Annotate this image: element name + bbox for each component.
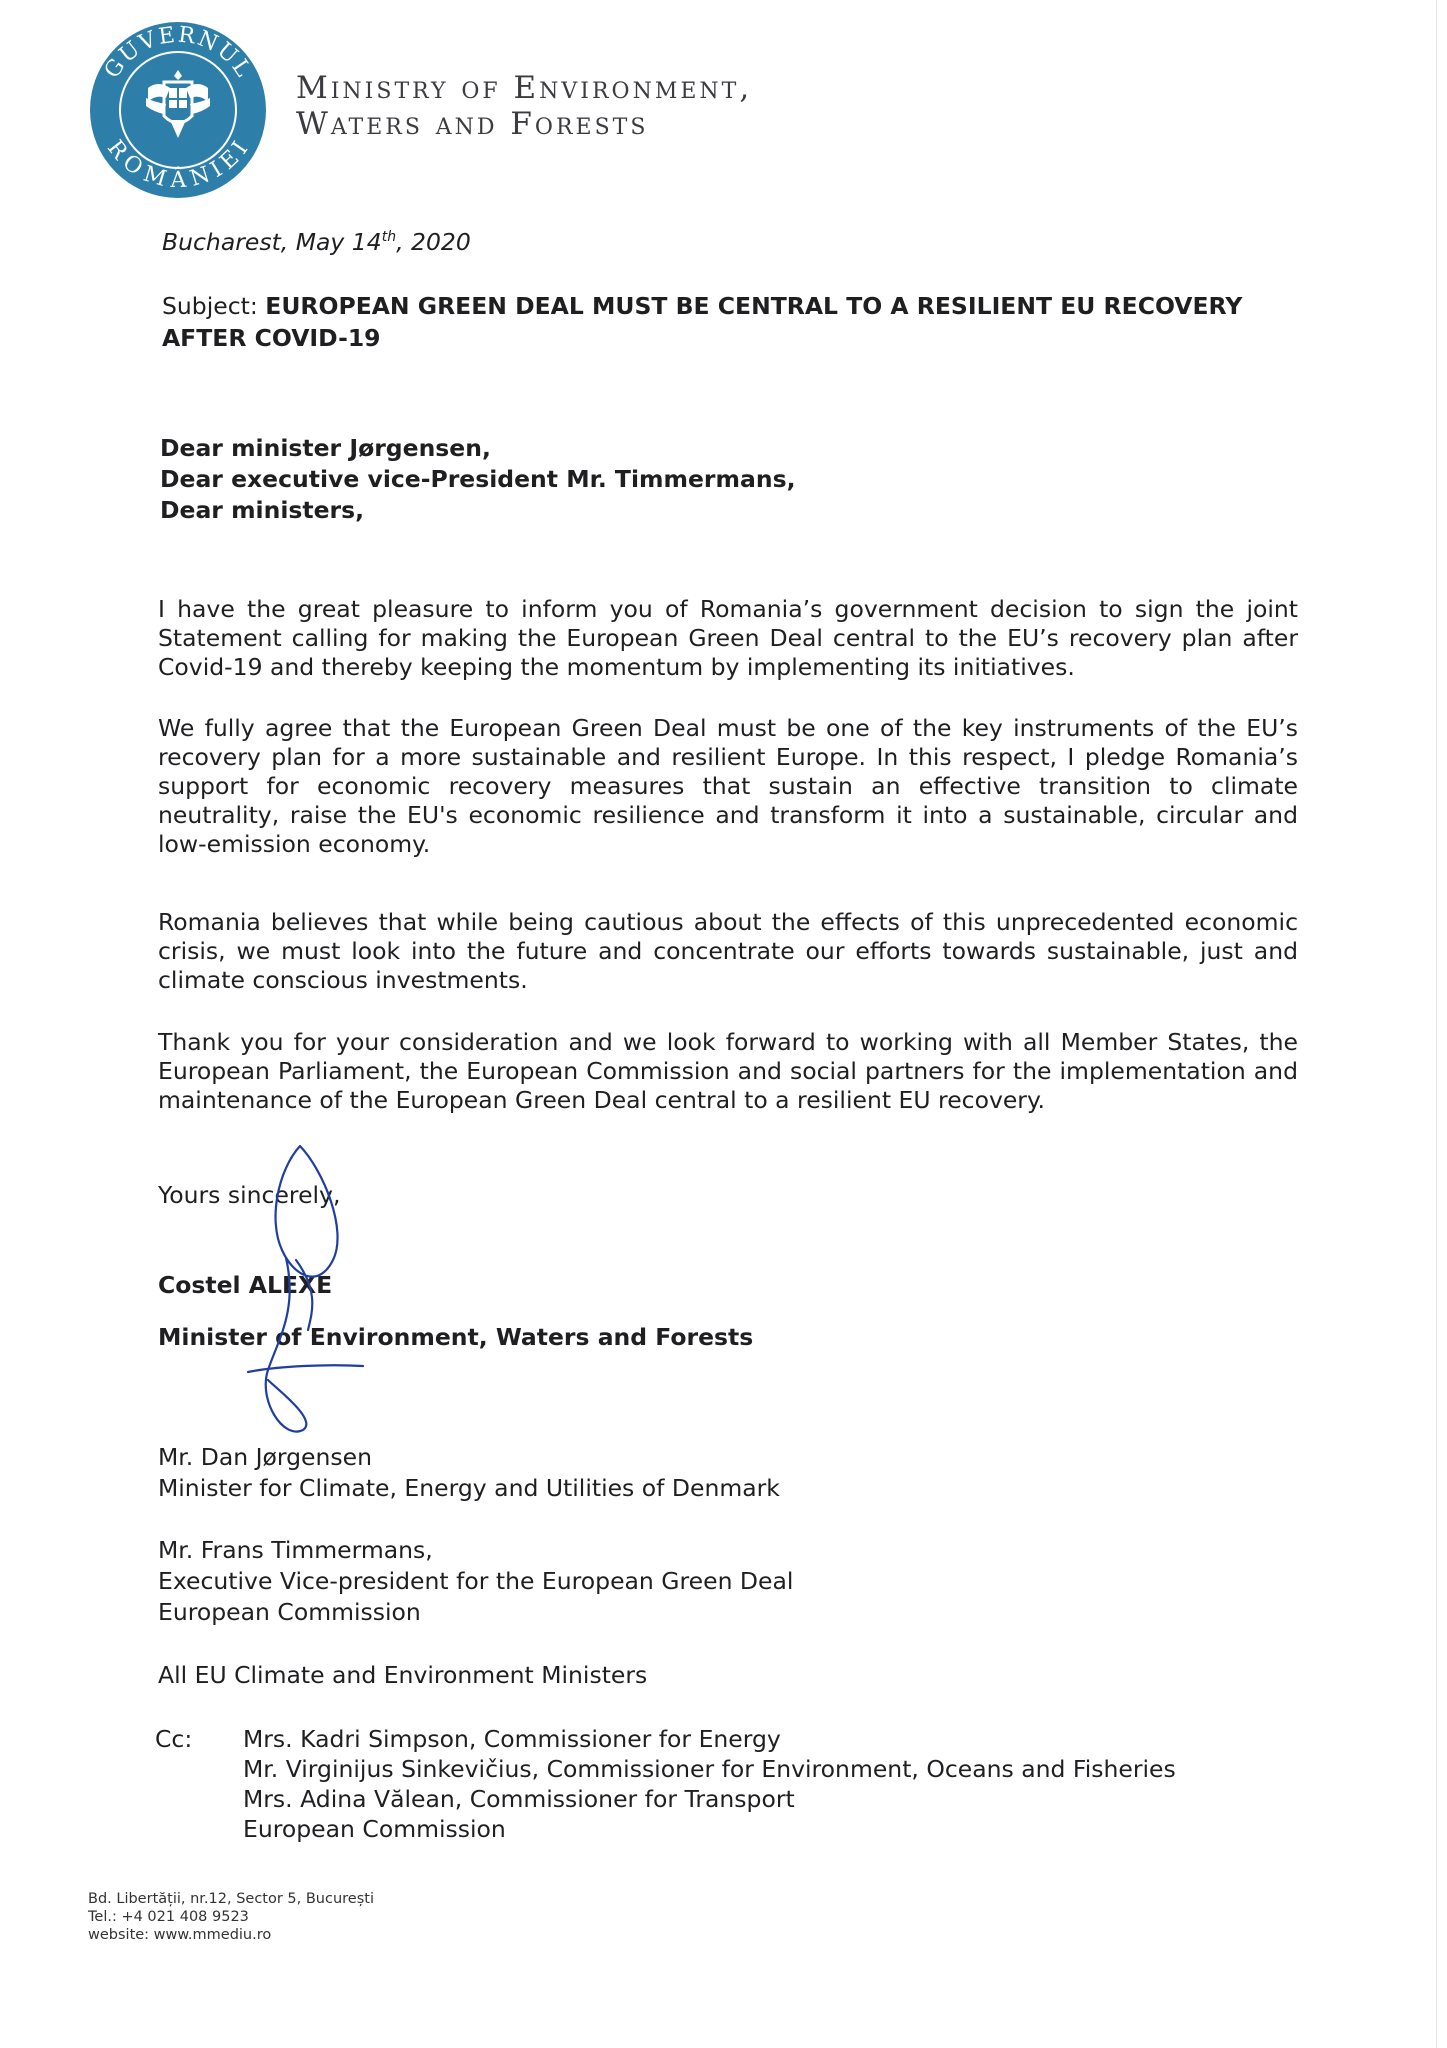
closing: Yours sincerely, [158,1181,341,1209]
addressee-block [158,1442,780,1504]
greeting-block [160,433,796,526]
greeting-line: Dear ministers, [160,496,365,524]
seal-text-top: GUVERNUL [99,22,257,84]
subject-label: Subject: [162,292,258,320]
cc-item: Mrs. Adina Vălean, Commissioner for Transport [243,1785,795,1813]
addressee-line: Minister for Climate, Energy and Utilities of Denmark [158,1474,780,1502]
body-paragraph: Romania believes that while being cautious about the effects of this unprecedented economic crisis, we must look into the future and concentrate our efforts towards sustainable, just and climate conscious investments. [158,908,1298,994]
footer-address: Bd. Libertății, nr.12, Sector 5, București [88,1891,374,1907]
greeting-line: Dear executive vice-President Mr. Timmermans, [160,465,796,493]
letter-date [162,222,471,257]
date-superscript: th [381,229,397,245]
addressee-block [158,1535,793,1628]
signatory-title: Minister of Environment, Waters and Forests [158,1323,754,1351]
footer-contact [88,1890,374,1944]
letter-subject [162,290,1312,354]
cc-item: Mr. Virginijus Sinkevičius, Commissioner for Environment, Oceans and Fisheries [243,1755,1176,1783]
signatory-name: Costel ALEXE [158,1271,333,1299]
seal-text-bottom: ROMÂNIEI [102,135,255,193]
greeting-line: Dear minister Jørgensen, [160,434,491,462]
cc-list [243,1724,1176,1844]
body-paragraph: I have the great pleasure to inform you of Romania’s government decision to sign the joint Statement calling for making the European Green Deal central to the EU’s recovery plan after Covid-19 and thereby keeping the momentum by implementing its initiatives. [158,595,1298,681]
ministry-name [296,70,752,142]
ministry-name-line2: Waters and Forests [296,106,649,142]
scan-edge-line [1436,0,1437,2048]
subject-text: EUROPEAN GREEN DEAL MUST BE CENTRAL TO A RESILIENT EU RECOVERY AFTER COVID-19 [162,292,1243,352]
government-seal-icon [88,20,268,200]
cc-item: Mrs. Kadri Simpson, Commissioner for Energy [243,1725,781,1753]
footer-tel: Tel.: +4 021 408 9523 [88,1909,249,1925]
ministry-name-line1: Ministry of Environment, [296,70,753,106]
addressee-line: Executive Vice-president for the European Green Deal [158,1567,794,1595]
body-paragraph: We fully agree that the European Green Deal must be one of the key instruments of the EU’s recovery plan for a more sustainable and resilient Europe. In this respect, I pledge Romania’s support for economic recovery measures that sustain an effective transition to climate neutrality, raise the EU's economic resilience and transform it into a sustainable, circular and low-emission economy. [158,714,1298,858]
date-suffix: , 2020 [396,227,471,256]
addressee-line: Mr. Frans Timmermans, [158,1536,433,1564]
addressee-line: Mr. Dan Jørgensen [158,1443,373,1471]
body-paragraph: Thank you for your consideration and we look forward to working with all Member States, the European Parliament, the European Commission and social partners for the implementation and maintenance of the European Green Deal central to a resilient EU recovery. [158,1028,1298,1114]
handwritten-signature-icon [238,1140,378,1450]
footer-website: website: www.mmediu.ro [88,1927,272,1943]
date-prefix: Bucharest, May 14 [162,227,382,256]
addressee-line: All EU Climate and Environment Ministers [158,1661,648,1689]
cc-label: Cc: [155,1725,193,1753]
cc-item: European Commission [243,1815,506,1843]
addressee-line: European Commission [158,1598,421,1626]
